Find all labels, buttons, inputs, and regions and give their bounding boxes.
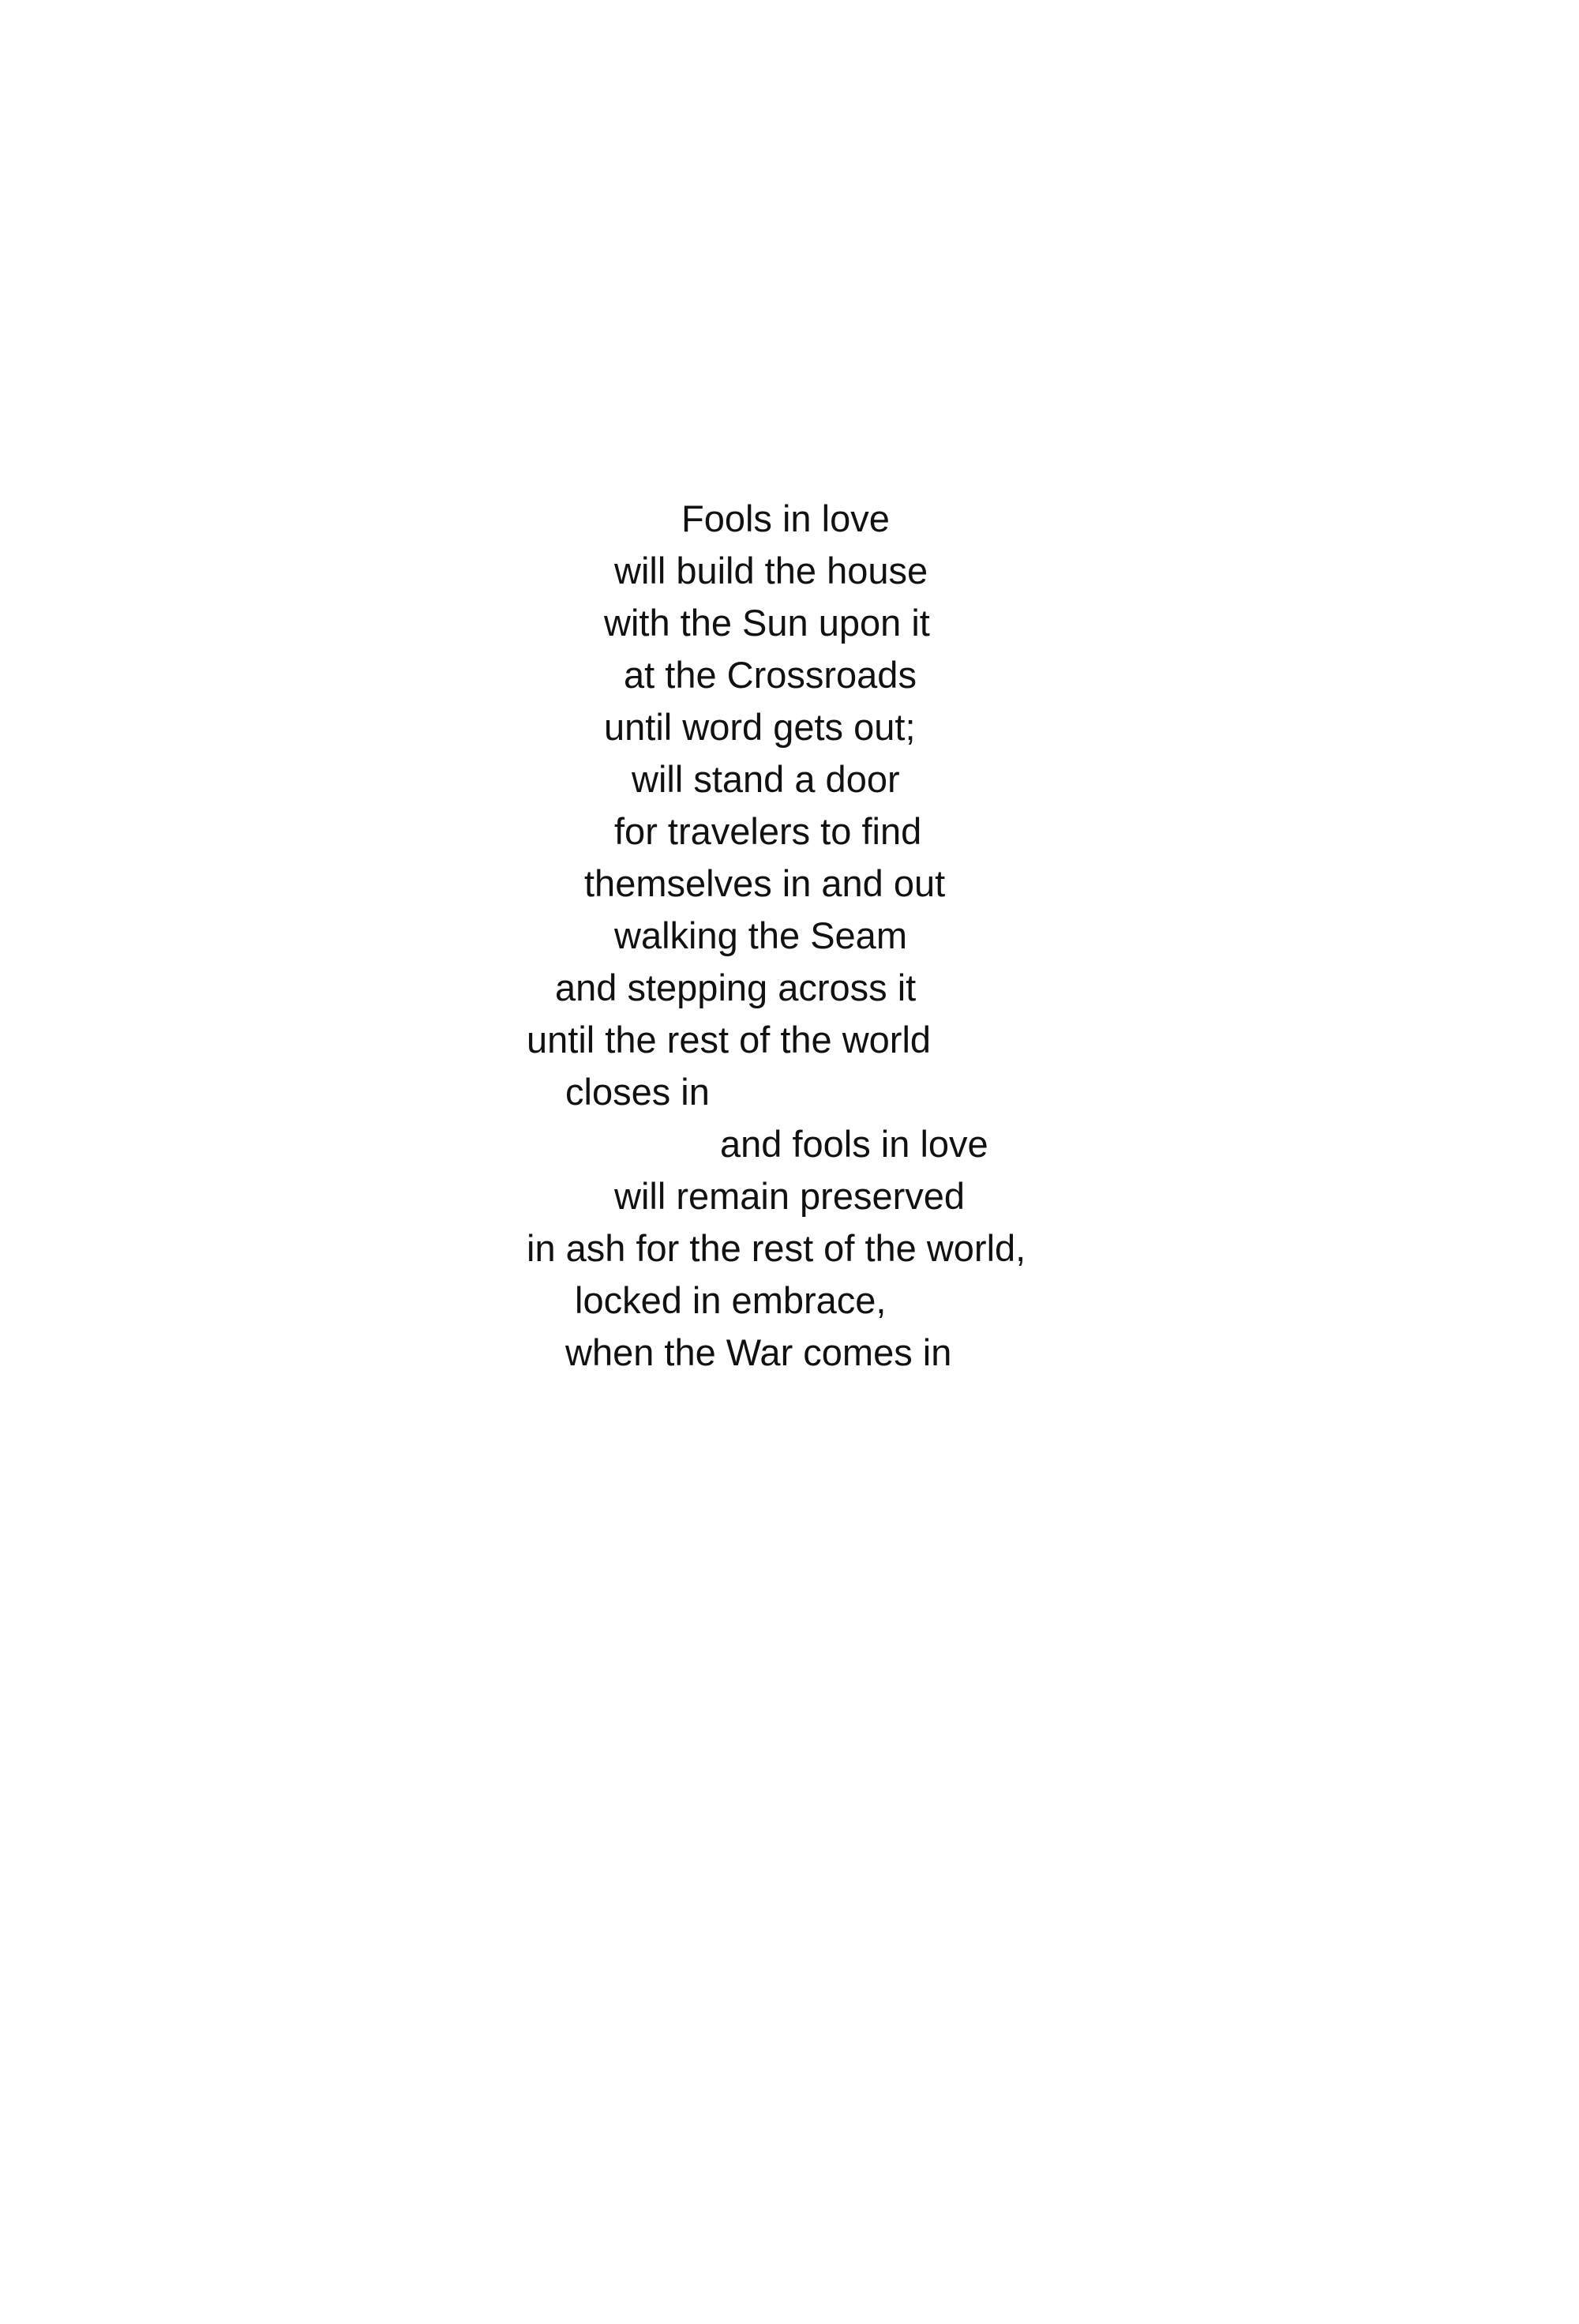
poem-line: for travelers to find <box>614 810 922 852</box>
poem-line: at the Crossroads <box>624 654 917 696</box>
poem-line: will build the house <box>614 550 928 591</box>
poem-line: with the Sun upon it <box>604 602 930 644</box>
poem-line: until the rest of the world <box>527 1019 932 1061</box>
poem-line: themselves in and out <box>584 862 946 904</box>
poem-line: walking the Seam <box>614 914 907 956</box>
poem-line: will remain preserved <box>614 1175 966 1217</box>
poem-line: locked in embrace, <box>575 1279 887 1321</box>
poem-line: and fools in love <box>720 1123 988 1165</box>
poem-line: until word gets out; <box>604 706 916 748</box>
poem-line: will stand a door <box>632 758 900 800</box>
poem-line: and stepping across it <box>555 967 917 1008</box>
poem-line: in ash for the rest of the world, <box>527 1227 1026 1269</box>
poem-line: when the War comes in <box>565 1331 952 1373</box>
poem-line: Fools in love <box>681 497 890 539</box>
poem-line: closes in <box>565 1071 710 1113</box>
